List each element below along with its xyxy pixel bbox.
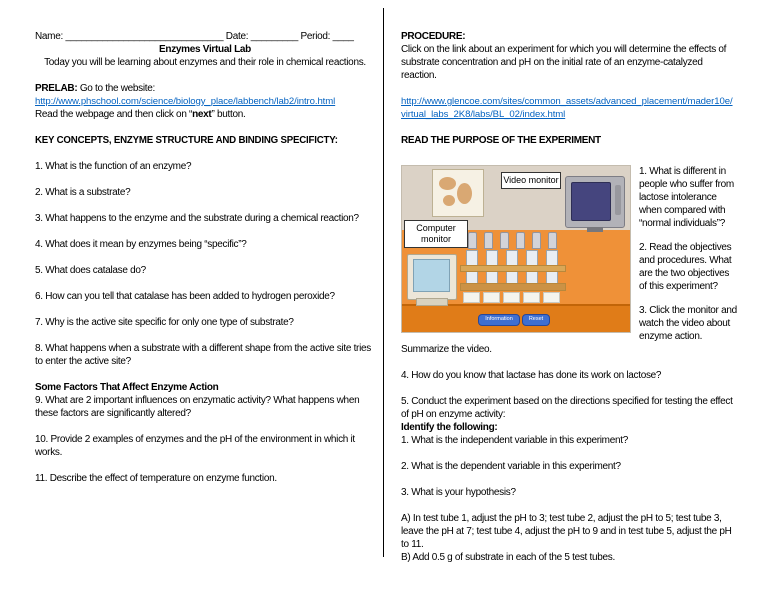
question-6: 6. How can you tell that catalase has been added to hydrogen peroxide? — [35, 291, 335, 302]
reagent-bottle — [468, 232, 477, 249]
question-5: 5. What does catalase do? — [35, 265, 146, 276]
prelab-link[interactable]: http://www.phschool.com/science/biology_place/labbench/lab2/intro.html — [35, 96, 336, 107]
question-4: 4. What does it mean by enzymes being “specific”? — [35, 239, 247, 250]
video-monitor-callout: Video monitor — [501, 172, 561, 189]
question-9: 9. What are 2 important influences on enzymatic activity? What happens when these factors are significantly altered? — [35, 395, 360, 419]
video-monitor — [565, 176, 625, 228]
worksheet-intro: Today you will be learning about enzymes and their role in chemical reactions. — [44, 57, 366, 68]
video-monitor-stand — [587, 227, 603, 232]
virtual-lab-figure — [401, 165, 631, 333]
purpose-heading: READ THE PURPOSE OF THE EXPERIMENT — [401, 135, 601, 146]
side-question-3: 3. Click the monitor and watch the video about enzyme action. Summarize the video. — [401, 305, 737, 355]
reagent-bottle — [516, 232, 525, 249]
read-post: ” button. — [211, 109, 246, 120]
read-pre: Read the webpage and then click on “ — [35, 109, 193, 120]
prelab-text: Go to the website: — [77, 83, 156, 94]
question-10: 10. Provide 2 examples of enzymes and the pH of the environment in which it works. — [35, 434, 355, 458]
factors-heading: Some Factors That Affect Enzyme Action — [35, 382, 219, 393]
computer-monitor-screen — [413, 259, 450, 292]
tube-label — [463, 292, 480, 303]
right-column — [401, 30, 737, 577]
computer-monitor — [407, 254, 457, 300]
question-2: 2. What is a substrate? — [35, 187, 131, 198]
identify-heading: Identify the following: — [401, 422, 498, 433]
procedure-link[interactable]: http://www.glencoe.com/sites/common_assets/advanced_placement/mader10e/virtual_labs_2K8/labs/BL_02/index.html — [401, 96, 733, 120]
computer-monitor-base — [416, 298, 448, 306]
information-button: Information — [478, 314, 520, 326]
procedure-text: Click on the link about an experiment for which you will determine the effects of substrate concentration and pH on the initial rate of an enzyme-catalyzed reaction. — [401, 44, 727, 81]
read-bold: next — [192, 109, 212, 120]
tube-label — [503, 292, 520, 303]
side-question-1: 1. What is different in people who suffer from lactose intolerance when compared with “normal individuals”? — [639, 166, 734, 229]
step-b: B) Add 0.5 g of substrate in each of the 5 test tubes. — [401, 552, 615, 563]
key-concepts-heading: KEY CONCEPTS, ENZYME STRUCTURE AND BINDING SPECIFICTY: — [35, 135, 338, 146]
identify-question-3: 3. What is your hypothesis? — [401, 487, 516, 498]
name-blank: ______________________________ — [65, 31, 224, 42]
left-column — [35, 30, 375, 498]
tube-label — [483, 292, 500, 303]
reagent-bottle — [500, 232, 509, 249]
anatomy-poster — [432, 169, 484, 217]
prelab-label: PRELAB: — [35, 83, 78, 94]
tube-label — [543, 292, 560, 303]
poster-illustration — [439, 177, 456, 190]
poster-illustration — [457, 183, 472, 204]
worksheet-title: Enzymes Virtual Lab — [159, 44, 251, 55]
prelab-link-line — [35, 95, 375, 108]
step-a: A) In test tube 1, adjust the pH to 3; test tube 2, adjust the pH to 5; test tube 3, leave the pH at 7; test tube 4, adjust the pH to 9 and in test tube 5, adjust the pH to 11. — [401, 513, 732, 550]
period-blank: ____ — [332, 31, 354, 42]
name-label: Name: — [35, 31, 63, 42]
prelab-line — [35, 82, 375, 95]
question-3: 3. What happens to the enzyme and the substrate during a chemical reaction? — [35, 213, 359, 224]
question-7: 7. Why is the active site specific for only one type of substrate? — [35, 317, 294, 328]
test-tube-rack — [460, 265, 566, 272]
reset-button: Reset — [522, 314, 550, 326]
question-8: 8. What happens when a substrate with a different shape from the active site tries to enter the active site? — [35, 343, 371, 367]
question-r4: 4. How do you know that lactase has done its work on lactose? — [401, 370, 662, 381]
video-monitor-screen — [571, 182, 611, 221]
computer-monitor-callout: Computer monitor — [404, 220, 468, 248]
question-r5: 5. Conduct the experiment based on the directions specified for testing the effect of pH on enzyme activity: — [401, 396, 733, 420]
poster-illustration — [443, 195, 455, 206]
question-1: 1. What is the function of an enzyme? — [35, 161, 192, 172]
reagent-bottle — [484, 232, 493, 249]
date-blank: _________ — [250, 31, 299, 42]
procedure-heading: PROCEDURE: — [401, 31, 466, 42]
purpose-block — [401, 165, 737, 369]
column-divider — [383, 8, 384, 557]
name-date-period-line — [35, 30, 375, 43]
video-monitor-knobs — [615, 185, 621, 215]
prelab-read-line — [35, 108, 375, 121]
reagent-bottle — [548, 232, 557, 249]
question-11: 11. Describe the effect of temperature on enzyme function. — [35, 473, 277, 484]
reagent-bottle — [532, 232, 541, 249]
date-label: Date: — [225, 31, 249, 42]
test-tube-rack-base — [460, 283, 566, 291]
procedure-link-line — [401, 95, 737, 121]
identify-question-1: 1. What is the independent variable in this experiment? — [401, 435, 628, 446]
period-label: Period: — [300, 31, 331, 42]
tube-label — [523, 292, 540, 303]
identify-question-2: 2. What is the dependent variable in this experiment? — [401, 461, 621, 472]
side-question-2: 2. Read the objectives and procedures. What are the two objectives of this experiment? — [639, 242, 732, 292]
